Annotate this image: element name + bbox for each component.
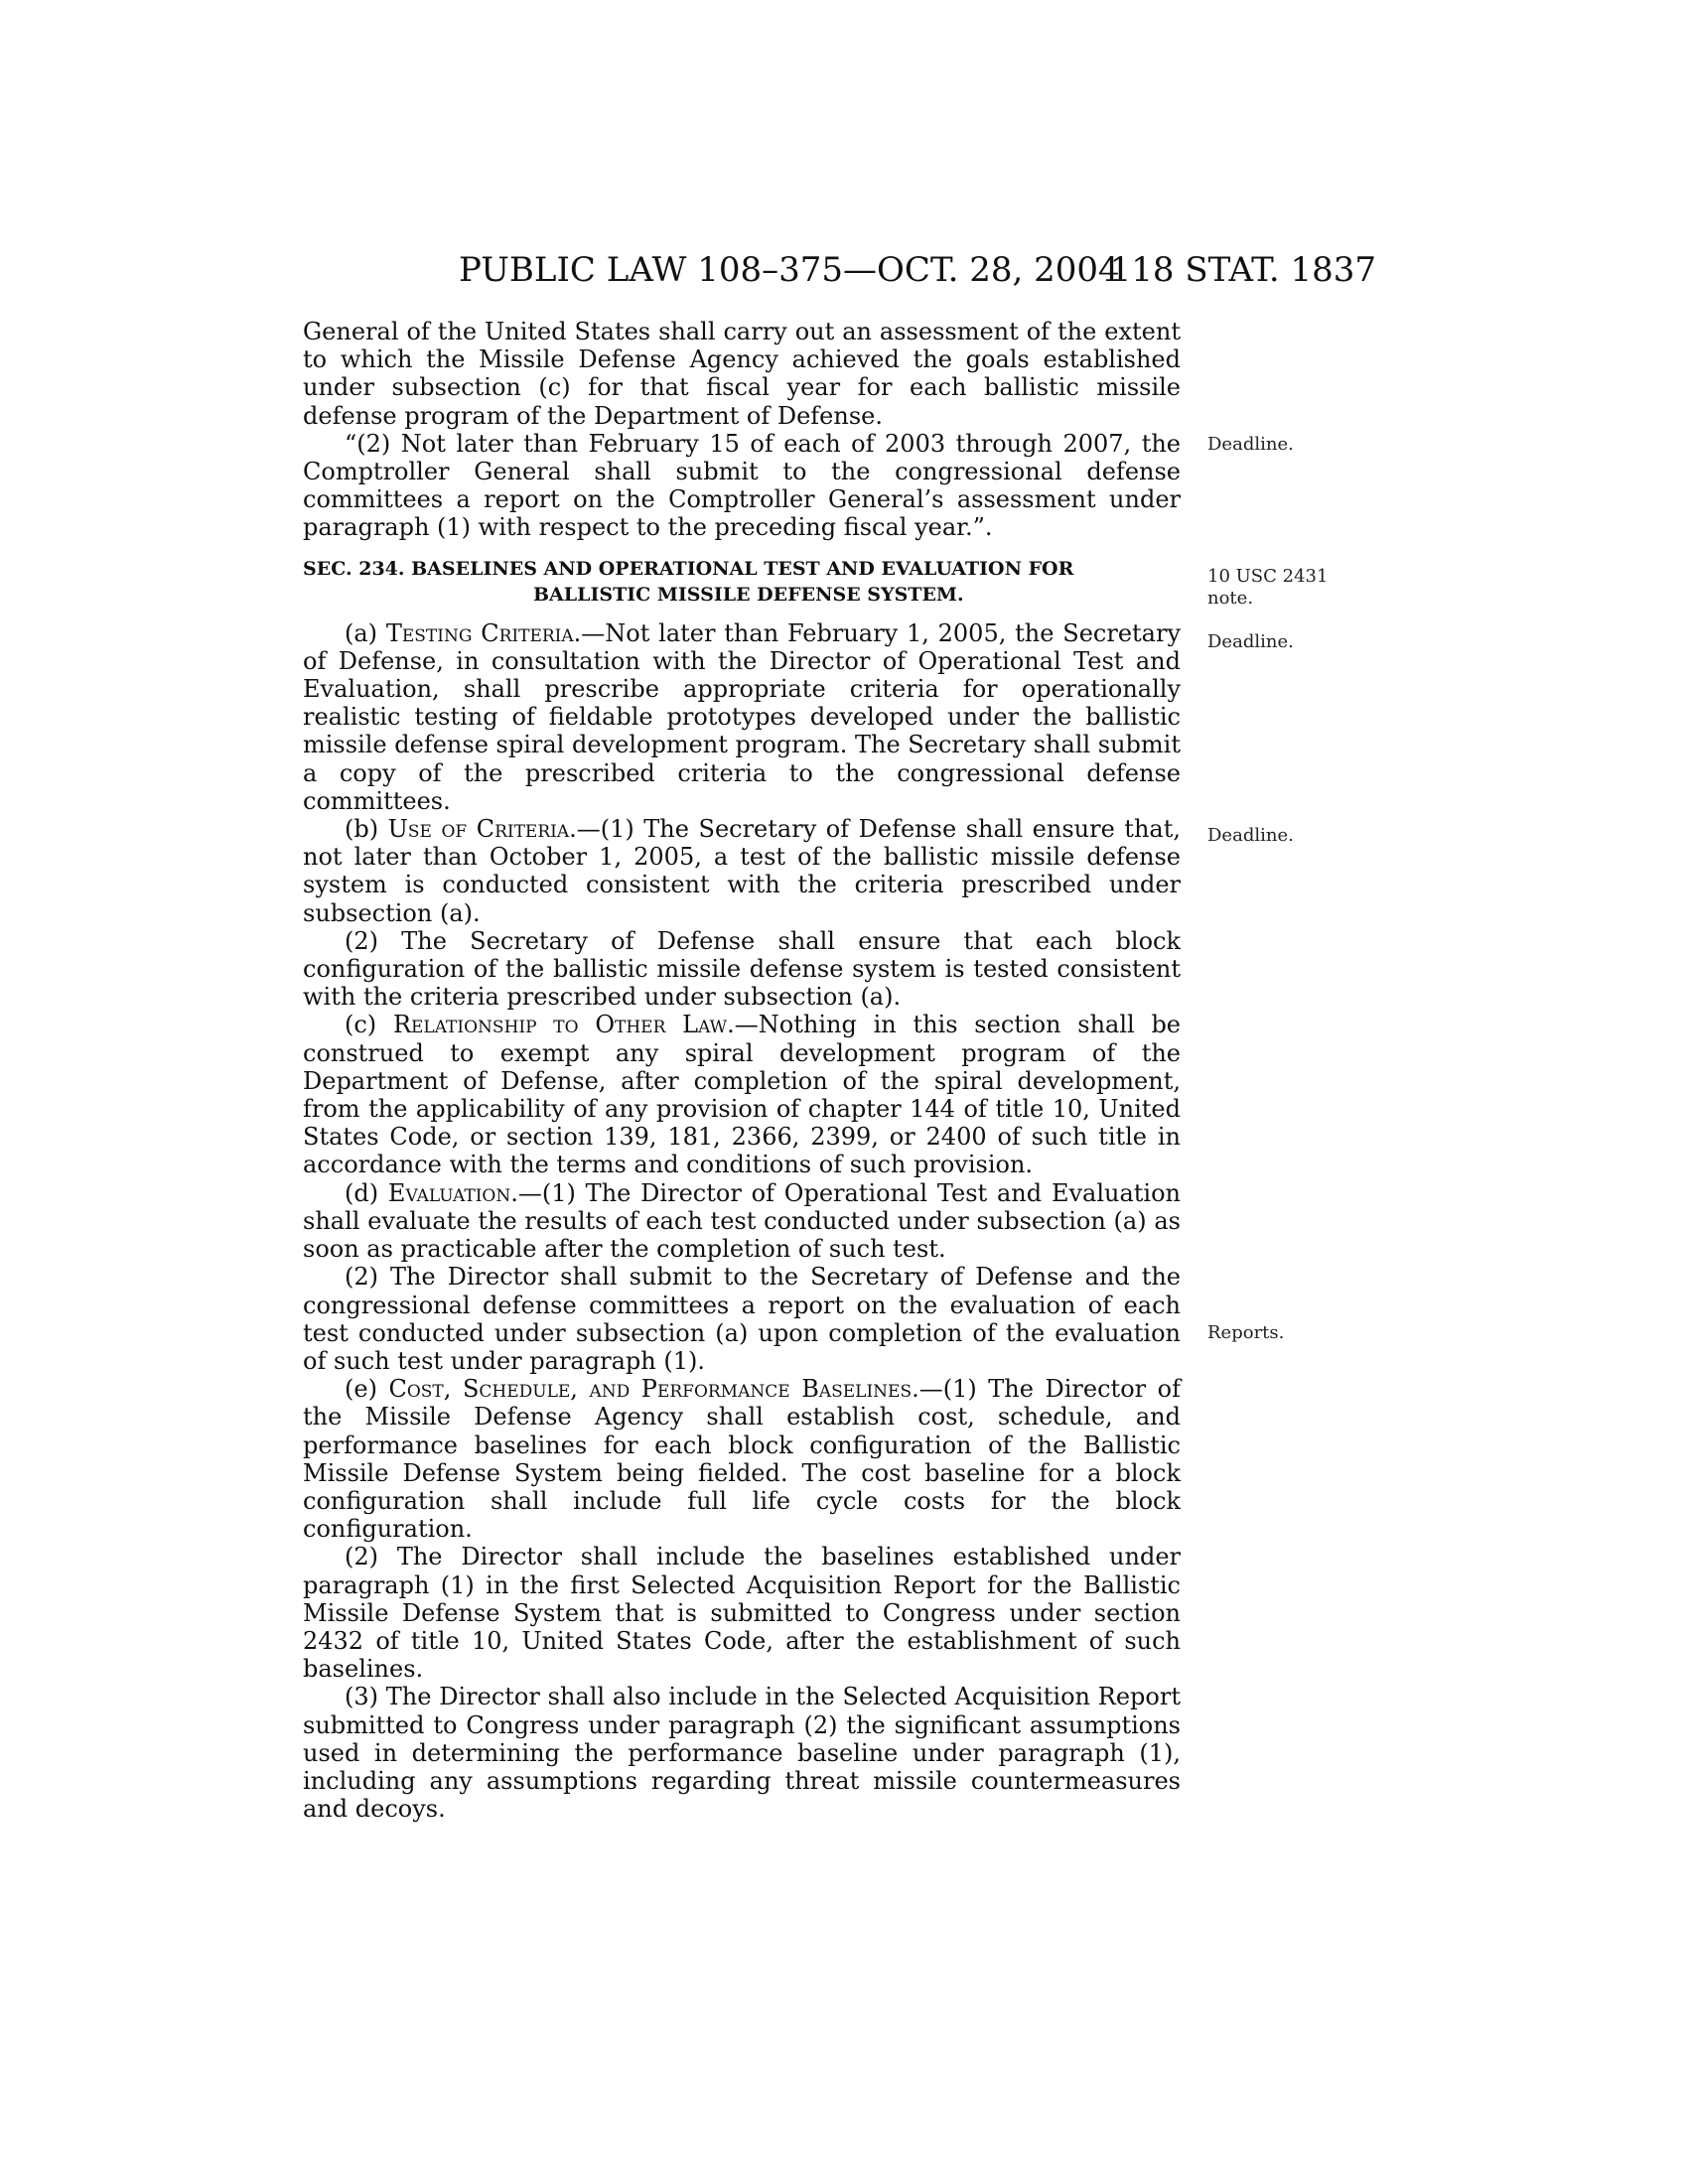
- page-title: PUBLIC LAW 108–375—OCT. 28, 2004: [459, 250, 1120, 290]
- margin-note-deadline: Deadline.: [1207, 825, 1294, 846]
- page-body: [303, 318, 1181, 1823]
- subsection-c-text: —Nothing in this section shall be construed to exempt any spiral development program of the Department of Defense, after completion of the spiral development, from the applicability of any provision of chapter 144 of title 10, United States Code, or section 139, 181, 2366, 2399, or 2400 of such title in accordance with the terms and conditions of such provision.: [303, 1011, 1182, 1179]
- subsection-e-lead: (e): [345, 1375, 389, 1404]
- margin-note-usc-line2: note.: [1207, 588, 1254, 609]
- margin-note-reports: Reports.: [1207, 1322, 1285, 1343]
- paragraph-intro: General of the United States shall carry out an assessment of the extent to which the Missile Defense Agency achieved the goals established under subsection (c) for that fiscal year for each ballistic missile defense program of the Department of Defense.: [303, 318, 1181, 430]
- subsection-b: [303, 815, 1181, 927]
- subsection-e-caption: Cost, Schedule, and Performance Baselines.: [388, 1375, 919, 1404]
- subsection-d-caption: Evaluation.: [387, 1178, 518, 1207]
- subsection-d: [303, 1179, 1181, 1264]
- page-header: [459, 250, 1376, 290]
- subsection-a: [303, 619, 1181, 815]
- margin-note-deadline: Deadline.: [1207, 434, 1294, 455]
- subsection-c: [303, 1011, 1181, 1178]
- subsection-a-caption: Testing Criteria.: [385, 618, 582, 647]
- subsection-a-lead: (a): [345, 618, 386, 647]
- subsection-e: [303, 1375, 1181, 1543]
- paragraph-2: “(2) Not later than February 15 of each of 2003 through 2007, the Comptroller General shall submit to the congressional defense committees a report on the Comptroller General’s assessment under paragraph (1) with respect to the preceding fiscal year.”.: [303, 429, 1181, 542]
- subsection-e-paragraph-3: (3) The Director shall also include in the Selected Acquisition Report submitted to Congress under paragraph (2) the significant assumptions used in determining the performance baseline under paragraph (1), including any assumptions regarding threat missile countermeasures and decoys.: [303, 1683, 1181, 1824]
- margin-note-usc-line1: 10 USC 2431: [1207, 566, 1329, 587]
- subsection-d-text: —(1) The Director of Operational Test and Evaluation shall evaluate the results of each test conducted under subsection (a) as soon as practicable after the completion of such test.: [303, 1178, 1181, 1264]
- subsection-d-lead: (d): [345, 1178, 388, 1207]
- subsection-b-text: —(1) The Secretary of Defense shall ensure that, not later than October 1, 2005, a test of the ballistic missile defense system is conducted consistent with the criteria prescribed under subsection (a).: [303, 815, 1181, 927]
- statute-page-number: 118 STAT. 1837: [1109, 250, 1376, 290]
- subsection-d-paragraph-2: (2) The Director shall submit to the Secretary of Defense and the congressional defense committees a report on the evaluation of each test conducted under subsection (a) upon completion of the evaluation of such test under paragraph (1).: [303, 1263, 1181, 1375]
- margin-note-usc: [1207, 566, 1328, 610]
- subsection-b-caption: Use of Criteria.: [387, 815, 577, 844]
- subsection-e-paragraph-2: (2) The Director shall include the baselines established under paragraph (1) in the first Selected Acquisition Report for the Ballistic Missile Defense System that is submitted to Congress under section 2432 of title 10, United States Code, after the establishment of such baselines.: [303, 1543, 1181, 1684]
- subsection-c-caption: Relationship to Other Law.: [392, 1011, 735, 1039]
- margin-note-deadline: Deadline.: [1207, 631, 1294, 652]
- subsection-a-text: —Not later than February 1, 2005, the Secretary of Defense, in consultation with the Director of Operational Test and Evaluation, shall prescribe appropriate criteria for operationally realistic testing of fieldable prototypes developed under the ballistic missile defense spiral development program. The Secretary shall submit a copy of the prescribed criteria to the congressional defense committees.: [303, 618, 1182, 815]
- subsection-b-paragraph-2: (2) The Secretary of Defense shall ensure that each block configuration of the ballistic missile defense system is tested consistent with the criteria prescribed under subsection (a).: [303, 926, 1181, 1012]
- section-heading: SEC. 234. BASELINES AND OPERATIONAL TEST AND EVALUATION FOR BALLISTIC MISSILE DEFENSE SYSTEM.: [303, 557, 1074, 606]
- subsection-e-text: —(1) The Director of the Missile Defense Agency shall establish cost, schedule, and performance baselines for each block configuration of the Ballistic Missile Defense System being fielded. The cost baseline for a block configuration shall include full life cycle costs for the block configuration.: [303, 1375, 1181, 1544]
- subsection-c-lead: (c): [345, 1011, 393, 1039]
- subsection-b-lead: (b): [345, 815, 388, 844]
